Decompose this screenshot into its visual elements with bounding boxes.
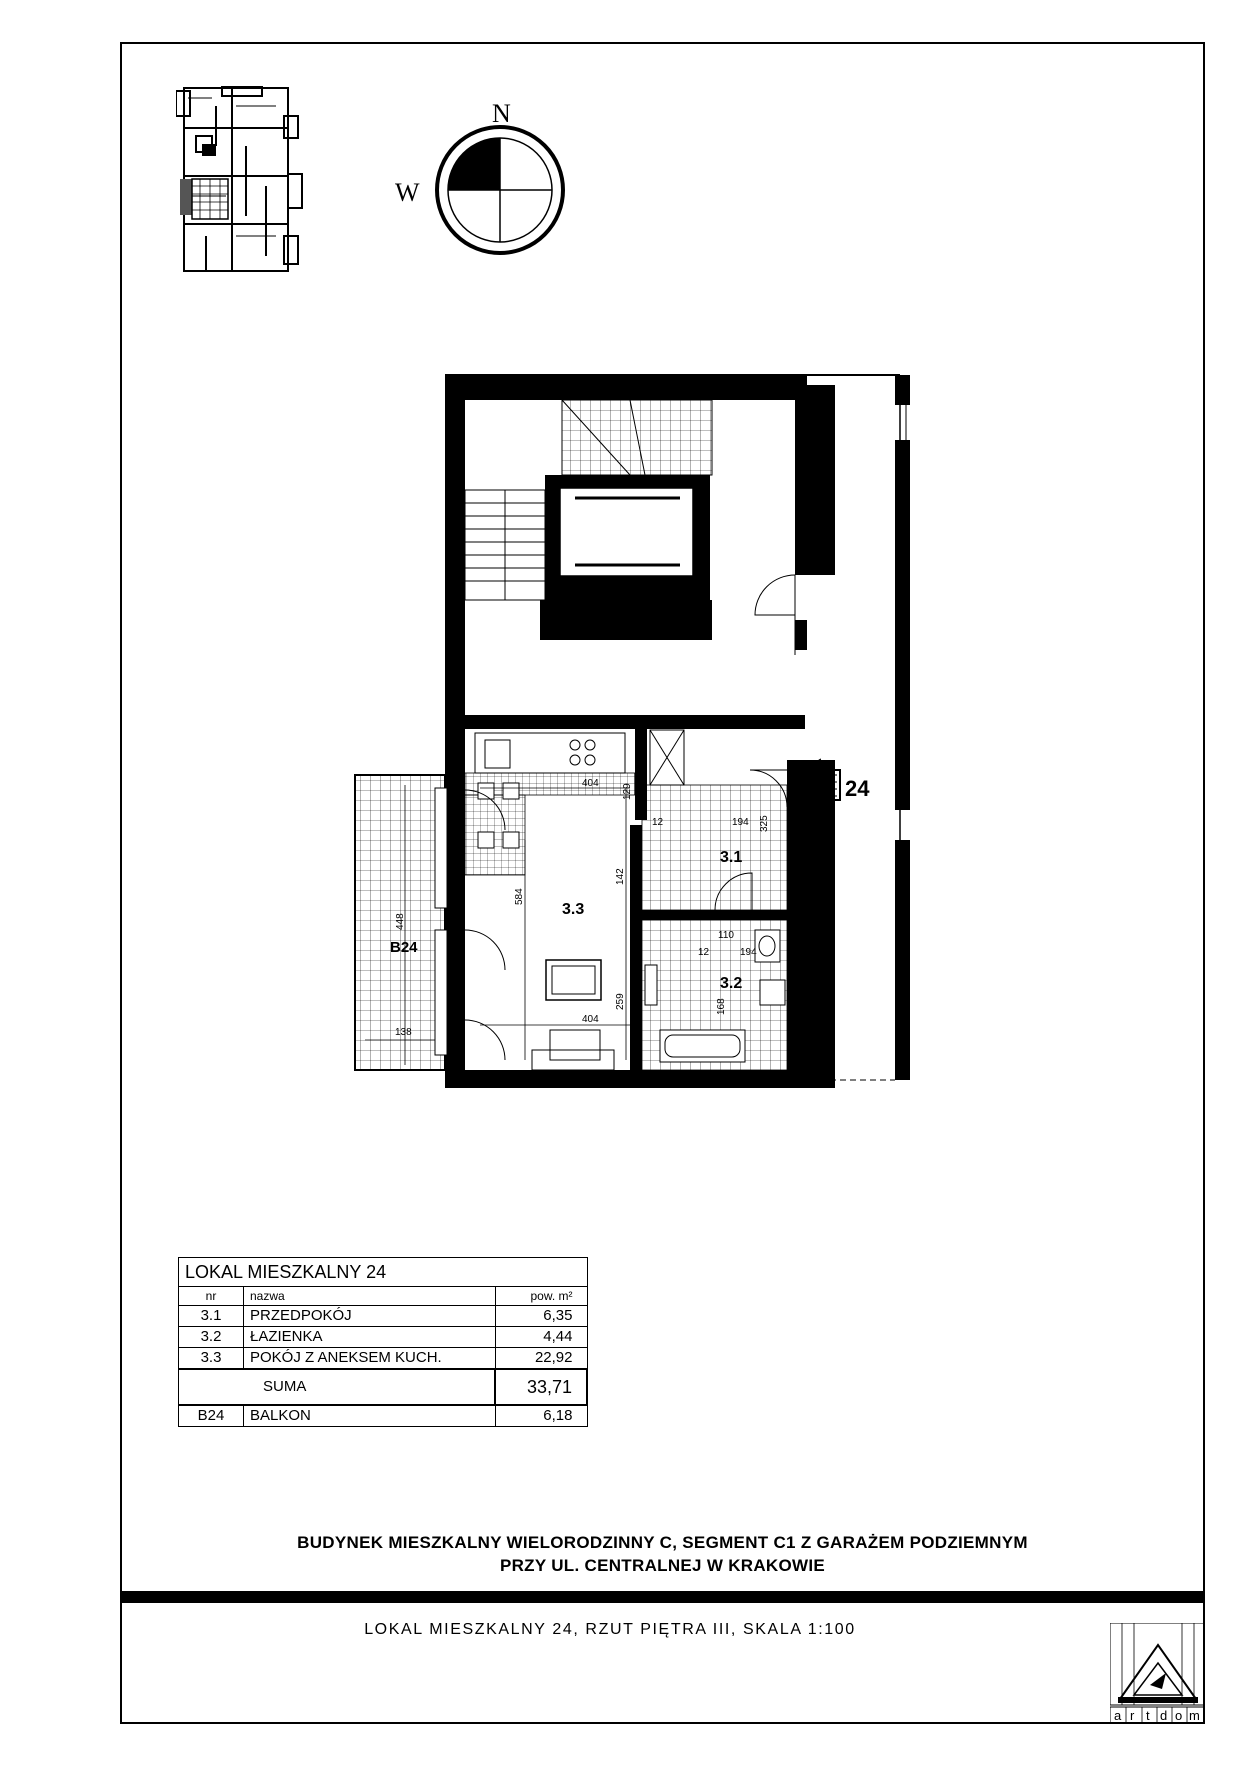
- row-area: 6,18: [495, 1405, 587, 1427]
- header-nr: nr: [179, 1287, 244, 1306]
- dim-12-hall: 12: [652, 817, 664, 828]
- dim-110: 110: [718, 930, 734, 941]
- room-label-3-3: 3.3: [562, 901, 585, 918]
- dim-259: 259: [615, 993, 626, 1010]
- logo-letter: t: [1146, 1708, 1150, 1723]
- artdom-logo: [1110, 1623, 1205, 1724]
- dim-404-bottom: 404: [582, 1014, 599, 1025]
- sum-row: [179, 1369, 588, 1405]
- dim-168: 168: [716, 998, 727, 1015]
- compass-west-label: W: [395, 178, 420, 207]
- sum-value: 33,71: [495, 1369, 587, 1405]
- row-nr: 3.3: [179, 1348, 244, 1370]
- table-title: LOKAL MIESZKALNY 24: [179, 1258, 588, 1287]
- dim-194-bath: 194: [740, 947, 757, 958]
- compass-north-label: N: [492, 99, 511, 128]
- dim-129: 129: [622, 783, 633, 800]
- floor-plan: [340, 370, 980, 1105]
- dim-194-hall: 194: [732, 817, 749, 828]
- header-name: nazwa: [244, 1287, 496, 1306]
- dim-584: 584: [514, 888, 525, 905]
- unit-number-marker: 24: [845, 776, 870, 801]
- row-name: ŁAZIENKA: [244, 1327, 496, 1348]
- room-label-3-1: 3.1: [720, 849, 743, 866]
- logo-letter: r: [1130, 1708, 1135, 1723]
- building-title-line-1: BUDYNEK MIESZKALNY WIELORODZINNY C, SEGMENT C1 Z GARAŻEM PODZIEMNYM: [297, 1533, 1028, 1552]
- room-label-b24: B24: [390, 939, 418, 956]
- room-label-3-2: 3.2: [720, 975, 743, 992]
- row-area: 4,44: [495, 1327, 587, 1348]
- table-row: [179, 1327, 588, 1348]
- row-nr: B24: [179, 1405, 244, 1427]
- building-title-line-2: PRZY UL. CENTRALNEJ W KRAKOWIE: [499, 1556, 826, 1575]
- table-row: [179, 1306, 588, 1327]
- row-area: 22,92: [495, 1348, 587, 1370]
- compass-rose: [390, 95, 570, 270]
- row-name: POKÓJ Z ANEKSEM KUCH.: [244, 1348, 496, 1370]
- sum-label: SUMA: [179, 1369, 496, 1405]
- row-nr: 3.1: [179, 1306, 244, 1327]
- hall-and-bathroom: [642, 730, 787, 1070]
- dim-12-bath: 12: [698, 947, 710, 958]
- dim-404-top: 404: [582, 778, 599, 789]
- footer-divider: [120, 1591, 1205, 1603]
- row-name: BALKON: [244, 1405, 496, 1427]
- logo-letter: m: [1189, 1708, 1200, 1723]
- area-table: [178, 1257, 588, 1427]
- logo-letter: o: [1175, 1708, 1183, 1723]
- dim-138: 138: [395, 1027, 412, 1038]
- logo-letter: d: [1160, 1708, 1168, 1723]
- kitchen-annex: [465, 733, 635, 875]
- balcony-row: [179, 1405, 588, 1427]
- dim-448: 448: [395, 913, 406, 930]
- drawing-caption: LOKAL MIESZKALNY 24, RZUT PIĘTRA III, SKALA 1:100: [364, 1621, 856, 1638]
- row-name: PRZEDPOKÓJ: [244, 1306, 496, 1327]
- key-plan-thumbnail: [176, 86, 316, 276]
- dim-325: 325: [759, 815, 770, 832]
- dim-142: 142: [615, 868, 626, 885]
- row-area: 6,35: [495, 1306, 587, 1327]
- table-row: [179, 1348, 588, 1370]
- header-area: pow. m²: [495, 1287, 587, 1306]
- row-nr: 3.2: [179, 1327, 244, 1348]
- logo-letter: a: [1114, 1708, 1122, 1723]
